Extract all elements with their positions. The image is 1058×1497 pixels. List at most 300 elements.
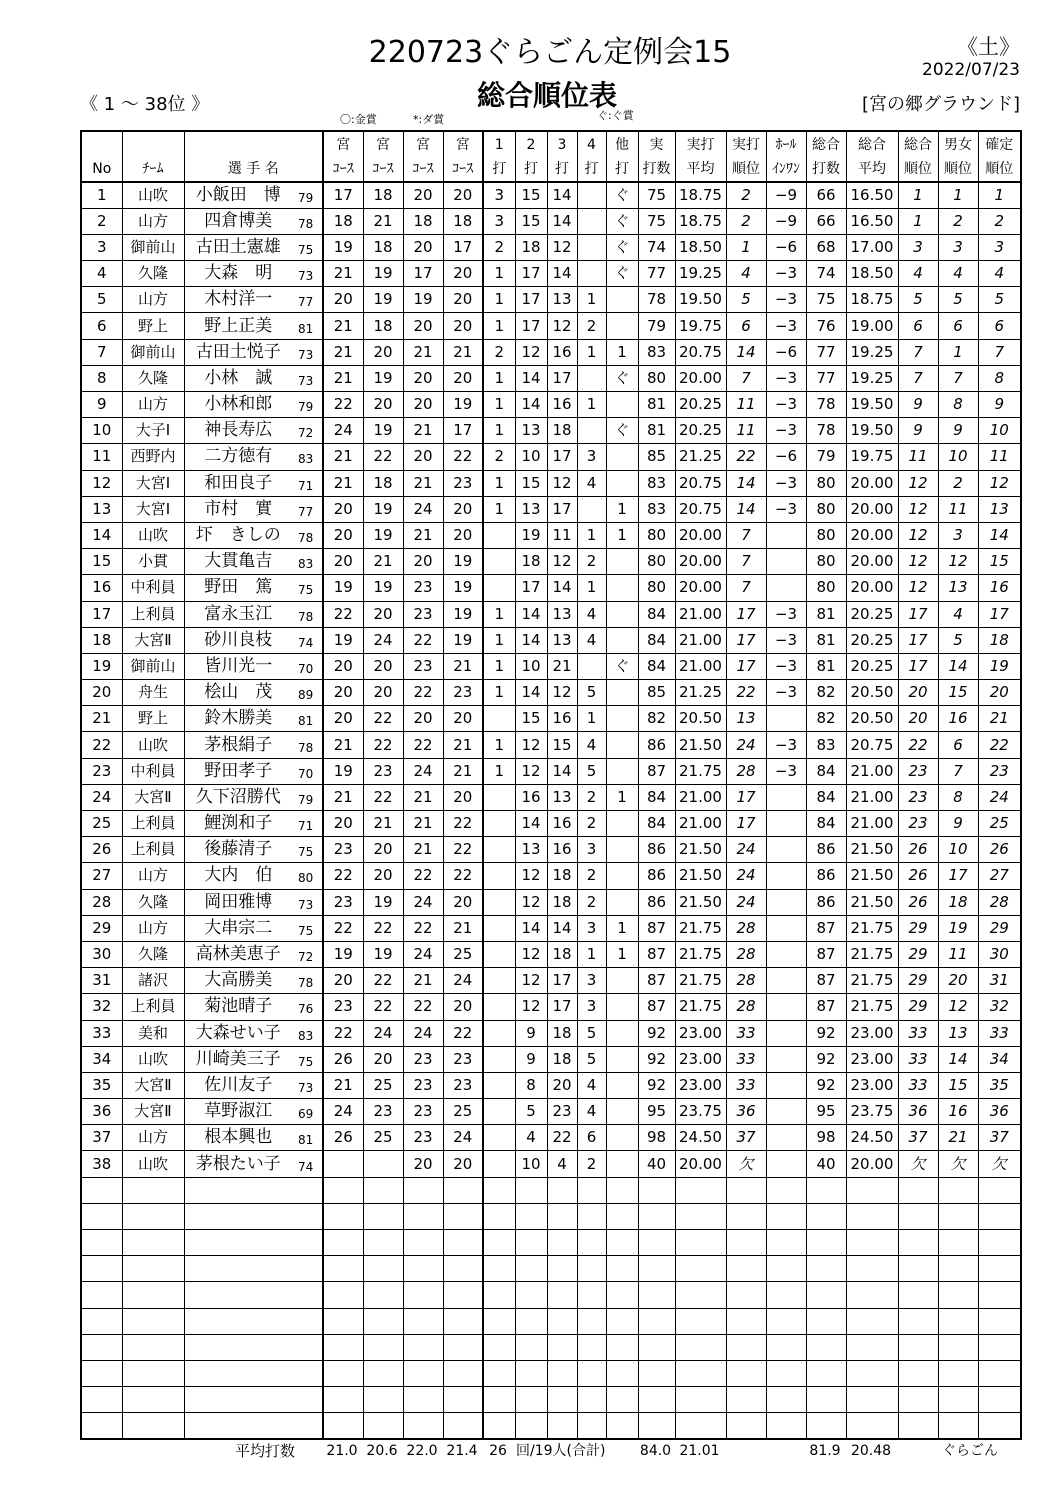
ranking-table (80, 130, 1022, 1440)
course-2-strokes: 19 (363, 889, 403, 915)
hit-4-count (577, 234, 606, 260)
table-row (81, 496, 1021, 522)
empty-cell (577, 1282, 606, 1308)
row-number: 18 (81, 627, 122, 653)
total-average: 21.00 (846, 811, 898, 837)
gender-rank: 7 (938, 365, 978, 391)
table-row (81, 968, 1021, 994)
gender-rank: 5 (938, 627, 978, 653)
hit-2-count: 14 (515, 365, 547, 391)
course-2-strokes: 22 (363, 444, 403, 470)
course-3-strokes: 22 (403, 994, 443, 1020)
team-name: 山吹 (122, 1046, 184, 1072)
course-3-strokes: 21 (403, 968, 443, 994)
player-name-wrap (185, 291, 323, 308)
total-rank: 29 (898, 994, 938, 1020)
actual-strokes: 84 (638, 811, 675, 837)
actual-strokes: 86 (638, 837, 675, 863)
course-2-strokes: 19 (363, 287, 403, 313)
total-rank: 欠 (898, 1151, 938, 1177)
total-strokes: 66 (806, 182, 846, 208)
empty-cell (515, 1282, 547, 1308)
hit-1-count (483, 889, 515, 915)
header-course-2 (363, 131, 403, 182)
hit-3-count: 17 (547, 496, 577, 522)
player-name-wrap (185, 341, 323, 362)
total-average: 20.25 (846, 601, 898, 627)
course-4-strokes: 17 (443, 418, 483, 444)
header-gender-rank-line2: 順位 (944, 160, 972, 177)
hit-3-count: 16 (547, 339, 577, 365)
event-date: 2022/07/23 (922, 60, 1020, 80)
actual-strokes: 75 (638, 182, 675, 208)
course-3-strokes: 23 (403, 575, 443, 601)
empty-cell (403, 1360, 443, 1386)
course-1-strokes: 20 (323, 968, 363, 994)
total-average: 20.00 (846, 1151, 898, 1177)
empty-cell (675, 1256, 726, 1282)
empty-cell (726, 1177, 766, 1203)
course-1-strokes: 19 (323, 234, 363, 260)
total-strokes: 80 (806, 496, 846, 522)
total-average: 19.00 (846, 313, 898, 339)
empty-cell (483, 1230, 515, 1256)
actual-strokes: 78 (638, 287, 675, 313)
player-cell (184, 549, 323, 575)
final-rank: 2 (978, 208, 1021, 234)
player-name: 古田土憲雄 (195, 236, 281, 257)
gender-rank: 5 (938, 287, 978, 313)
course-2-strokes (363, 1151, 403, 1177)
player-name: 大内 伯 (204, 865, 273, 886)
total-strokes: 87 (806, 915, 846, 941)
total-rank: 9 (898, 392, 938, 418)
empty-cell (443, 1203, 483, 1229)
hit-2-count: 15 (515, 706, 547, 732)
player-cell (184, 653, 323, 679)
team-name: 大宮Ⅱ (122, 1099, 184, 1125)
hit-3-count: 22 (547, 1125, 577, 1151)
empty-cell (443, 1230, 483, 1256)
table-row (81, 339, 1021, 365)
actual-strokes: 87 (638, 994, 675, 1020)
empty-cell (675, 1203, 726, 1229)
player-age: 73 (298, 897, 314, 912)
player-cell (184, 470, 323, 496)
empty-cell (515, 1256, 547, 1282)
table-row (81, 182, 1021, 208)
empty-cell (606, 1256, 638, 1282)
empty-cell (606, 1334, 638, 1360)
course-1-strokes (323, 1151, 363, 1177)
course-2-strokes: 22 (363, 784, 403, 810)
player-name: 後藤清子 (204, 839, 273, 860)
course-2-strokes: 23 (363, 1099, 403, 1125)
other-count: ぐ (606, 653, 638, 679)
player-age: 73 (298, 347, 314, 362)
empty-cell (846, 1203, 898, 1229)
hit-4-count: 4 (577, 1099, 606, 1125)
course-4-strokes: 23 (443, 1072, 483, 1098)
actual-average: 23.00 (675, 1020, 726, 1046)
player-cell (184, 444, 323, 470)
team-name: 山方 (122, 287, 184, 313)
empty-cell (675, 1360, 726, 1386)
empty-cell (675, 1334, 726, 1360)
total-average: 21.75 (846, 915, 898, 941)
player-cell (184, 392, 323, 418)
hit-3-count: 16 (547, 811, 577, 837)
player-name: 圷 きしの (195, 525, 281, 546)
player-name-wrap (185, 236, 323, 257)
total-average: 20.00 (846, 522, 898, 548)
course-3-strokes: 24 (403, 1020, 443, 1046)
hole-in-one-bonus: −3 (766, 418, 806, 444)
hit-2-count: 13 (515, 837, 547, 863)
hit-2-count: 12 (515, 889, 547, 915)
player-name: 桧山 茂 (204, 682, 273, 703)
hit-1-count: 3 (483, 182, 515, 208)
player-name-wrap (185, 629, 323, 650)
course-2-strokes: 18 (363, 470, 403, 496)
course-3-strokes: 22 (403, 915, 443, 941)
empty-cell (363, 1413, 403, 1439)
actual-average: 19.50 (675, 287, 726, 313)
player-cell (184, 706, 323, 732)
player-name: 久下沼勝代 (195, 786, 281, 807)
course-1-strokes: 23 (323, 837, 363, 863)
empty-cell (726, 1360, 766, 1386)
hit-3-count: 16 (547, 837, 577, 863)
empty-cell (81, 1230, 122, 1256)
actual-strokes: 87 (638, 941, 675, 967)
empty-cell (443, 1177, 483, 1203)
course-3-strokes: 22 (403, 627, 443, 653)
other-count (606, 575, 638, 601)
empty-cell (403, 1230, 443, 1256)
hit-3-count: 18 (547, 1020, 577, 1046)
row-number: 14 (81, 522, 122, 548)
empty-cell (806, 1282, 846, 1308)
row-number: 7 (81, 339, 122, 365)
empty-cell (577, 1256, 606, 1282)
gender-rank: 15 (938, 680, 978, 706)
header-hit-2 (515, 131, 547, 182)
course-1-strokes: 21 (323, 784, 363, 810)
empty-cell (122, 1177, 184, 1203)
header-total-strokes-line1: 総合 (812, 136, 840, 153)
hit-4-count: 6 (577, 1125, 606, 1151)
final-rank: 9 (978, 392, 1021, 418)
empty-cell (483, 1413, 515, 1439)
player-name: 草野淑江 (204, 1101, 273, 1122)
total-rank: 11 (898, 444, 938, 470)
hit-4-count: 2 (577, 549, 606, 575)
total-average: 16.50 (846, 208, 898, 234)
course-2-strokes: 19 (363, 575, 403, 601)
player-name-wrap (185, 498, 323, 519)
empty-cell (515, 1203, 547, 1229)
player-name: 佐川友子 (204, 1074, 273, 1095)
table-row-empty (81, 1256, 1021, 1282)
empty-cell (81, 1360, 122, 1386)
total-average: 18.75 (846, 287, 898, 313)
player-age: 78 (298, 216, 314, 231)
course-2-strokes: 24 (363, 1020, 403, 1046)
empty-cell (122, 1230, 184, 1256)
team-name: 美和 (122, 1020, 184, 1046)
actual-strokes: 80 (638, 575, 675, 601)
player-age: 72 (298, 950, 314, 965)
course-3-strokes: 22 (403, 680, 443, 706)
other-count: ぐ (606, 182, 638, 208)
actual-rank: 36 (726, 1099, 766, 1125)
hit-1-count: 1 (483, 418, 515, 444)
empty-cell (638, 1282, 675, 1308)
player-name-wrap (185, 579, 323, 596)
header-hit-1-line2: 打 (492, 160, 507, 177)
course-2-strokes: 20 (363, 680, 403, 706)
player-cell (184, 915, 323, 941)
header-no-line2: No (92, 160, 112, 177)
empty-cell (515, 1308, 547, 1334)
empty-cell (726, 1413, 766, 1439)
header-player-name-line2: 選 手 名 (227, 160, 279, 177)
player-name-wrap (185, 210, 323, 231)
empty-cell (606, 1413, 638, 1439)
header-player-name-line1 (185, 133, 323, 157)
player-name: 神長寿広 (204, 420, 273, 441)
course-2-strokes: 21 (363, 549, 403, 575)
course-1-strokes: 19 (323, 575, 363, 601)
player-name-wrap (185, 396, 323, 413)
actual-rank: 欠 (726, 1151, 766, 1177)
row-number: 28 (81, 889, 122, 915)
course-4-strokes: 22 (443, 863, 483, 889)
empty-cell (363, 1256, 403, 1282)
hit-2-count: 17 (515, 287, 547, 313)
hit-3-count: 18 (547, 418, 577, 444)
course-2-strokes: 21 (363, 208, 403, 234)
empty-cell (846, 1387, 898, 1413)
team-name: 久隆 (122, 941, 184, 967)
table-row (81, 811, 1021, 837)
course-3-strokes: 21 (403, 470, 443, 496)
total-rank: 33 (898, 1046, 938, 1072)
empty-cell (81, 1203, 122, 1229)
actual-strokes: 92 (638, 1072, 675, 1098)
total-strokes: 86 (806, 837, 846, 863)
total-rank: 12 (898, 470, 938, 496)
empty-cell (846, 1282, 898, 1308)
actual-strokes: 87 (638, 968, 675, 994)
team-name: 上利員 (122, 837, 184, 863)
course-1-strokes: 24 (323, 1099, 363, 1125)
header-hit-other-line1: 他 (615, 136, 629, 153)
hit-2-count: 17 (515, 261, 547, 287)
total-rank: 9 (898, 418, 938, 444)
row-number: 20 (81, 680, 122, 706)
course-3-strokes: 23 (403, 1099, 443, 1125)
hit-4-count (577, 496, 606, 522)
header-course-3 (403, 131, 443, 182)
hit-3-count: 18 (547, 941, 577, 967)
table-row (81, 470, 1021, 496)
total-strokes: 82 (806, 680, 846, 706)
row-number: 27 (81, 863, 122, 889)
actual-strokes: 82 (638, 706, 675, 732)
team-name: 山吹 (122, 1151, 184, 1177)
total-strokes: 86 (806, 889, 846, 915)
total-strokes: 80 (806, 470, 846, 496)
actual-average: 20.00 (675, 549, 726, 575)
player-name-wrap (185, 315, 323, 336)
hole-in-one-bonus (766, 1046, 806, 1072)
empty-cell (363, 1230, 403, 1256)
total-average: 21.75 (846, 968, 898, 994)
player-name-wrap (185, 710, 323, 727)
total-strokes: 84 (806, 758, 846, 784)
table-row (81, 758, 1021, 784)
empty-cell (515, 1387, 547, 1413)
actual-strokes: 80 (638, 522, 675, 548)
hit-2-count: 12 (515, 941, 547, 967)
player-cell (184, 182, 323, 208)
hit-1-count: 1 (483, 627, 515, 653)
course-1-strokes: 20 (323, 287, 363, 313)
hit-4-count: 1 (577, 522, 606, 548)
course-2-strokes: 18 (363, 313, 403, 339)
actual-strokes: 84 (638, 627, 675, 653)
player-name-wrap (185, 448, 323, 465)
table-row-empty (81, 1177, 1021, 1203)
actual-strokes: 40 (638, 1151, 675, 1177)
player-cell (184, 208, 323, 234)
course-3-strokes: 24 (403, 941, 443, 967)
hit-3-count: 17 (547, 968, 577, 994)
hit-4-count: 3 (577, 444, 606, 470)
table-row (81, 365, 1021, 391)
header-team (122, 131, 184, 182)
player-cell (184, 758, 323, 784)
hit-2-count: 19 (515, 522, 547, 548)
course-2-strokes: 22 (363, 994, 403, 1020)
header-total-strokes-line2: 打数 (812, 160, 840, 177)
empty-cell (606, 1308, 638, 1334)
hit-2-count: 12 (515, 863, 547, 889)
player-age: 75 (298, 242, 314, 257)
other-count (606, 994, 638, 1020)
course-3-strokes: 24 (403, 496, 443, 522)
player-age: 81 (298, 321, 314, 336)
team-name: 大宮Ⅱ (122, 784, 184, 810)
actual-strokes: 86 (638, 889, 675, 915)
gender-rank: 21 (938, 1125, 978, 1151)
hit-4-count: 2 (577, 784, 606, 810)
hit-1-count: 1 (483, 392, 515, 418)
team-name: 舟生 (122, 680, 184, 706)
actual-average: 23.00 (675, 1072, 726, 1098)
final-rank: 6 (978, 313, 1021, 339)
table-row-empty (81, 1387, 1021, 1413)
final-rank: 7 (978, 339, 1021, 365)
actual-average: 21.25 (675, 444, 726, 470)
empty-cell (846, 1230, 898, 1256)
total-rank: 23 (898, 758, 938, 784)
gender-rank: 1 (938, 339, 978, 365)
empty-cell (122, 1387, 184, 1413)
gender-rank: 8 (938, 784, 978, 810)
final-rank: 35 (978, 1072, 1021, 1098)
course-2-strokes: 22 (363, 915, 403, 941)
row-number: 3 (81, 234, 122, 260)
hit-1-count (483, 784, 515, 810)
header-actual-average (675, 131, 726, 182)
player-cell (184, 784, 323, 810)
actual-rank: 14 (726, 470, 766, 496)
player-age: 71 (298, 819, 314, 834)
total-average: 20.00 (846, 575, 898, 601)
gender-rank: 3 (938, 522, 978, 548)
team-name: 久隆 (122, 261, 184, 287)
other-count (606, 758, 638, 784)
empty-cell (978, 1308, 1021, 1334)
row-number: 36 (81, 1099, 122, 1125)
hit-2-count: 18 (515, 234, 547, 260)
player-name-wrap (185, 815, 323, 832)
player-cell (184, 1020, 323, 1046)
actual-average: 20.00 (675, 575, 726, 601)
player-name: 鯉渕和子 (204, 813, 273, 834)
hit-2-count: 12 (515, 994, 547, 1020)
table-row-empty (81, 1230, 1021, 1256)
player-name: 大高勝美 (204, 970, 273, 991)
player-cell (184, 418, 323, 444)
total-rank: 23 (898, 784, 938, 810)
course-1-strokes: 20 (323, 706, 363, 732)
total-average: 20.50 (846, 706, 898, 732)
course-4-strokes: 20 (443, 496, 483, 522)
empty-cell (547, 1413, 577, 1439)
course-4-strokes: 21 (443, 915, 483, 941)
actual-rank: 14 (726, 339, 766, 365)
empty-cell (638, 1177, 675, 1203)
empty-cell (938, 1230, 978, 1256)
total-strokes: 92 (806, 1020, 846, 1046)
actual-rank: 24 (726, 837, 766, 863)
hit-2-count: 12 (515, 732, 547, 758)
other-count (606, 313, 638, 339)
total-strokes: 81 (806, 627, 846, 653)
gender-rank: 19 (938, 915, 978, 941)
course-1-strokes: 22 (323, 863, 363, 889)
player-age: 78 (298, 976, 314, 991)
hole-in-one-bonus (766, 522, 806, 548)
actual-rank: 7 (726, 549, 766, 575)
player-age: 75 (298, 845, 314, 860)
actual-average: 20.00 (675, 1151, 726, 1177)
empty-cell (577, 1413, 606, 1439)
player-age: 81 (298, 714, 314, 729)
gender-rank: 12 (938, 994, 978, 1020)
empty-cell (577, 1203, 606, 1229)
player-cell (184, 1072, 323, 1098)
empty-cell (766, 1203, 806, 1229)
hole-in-one-bonus: −3 (766, 313, 806, 339)
course-4-strokes: 21 (443, 758, 483, 784)
player-cell (184, 1099, 323, 1125)
empty-cell (726, 1230, 766, 1256)
